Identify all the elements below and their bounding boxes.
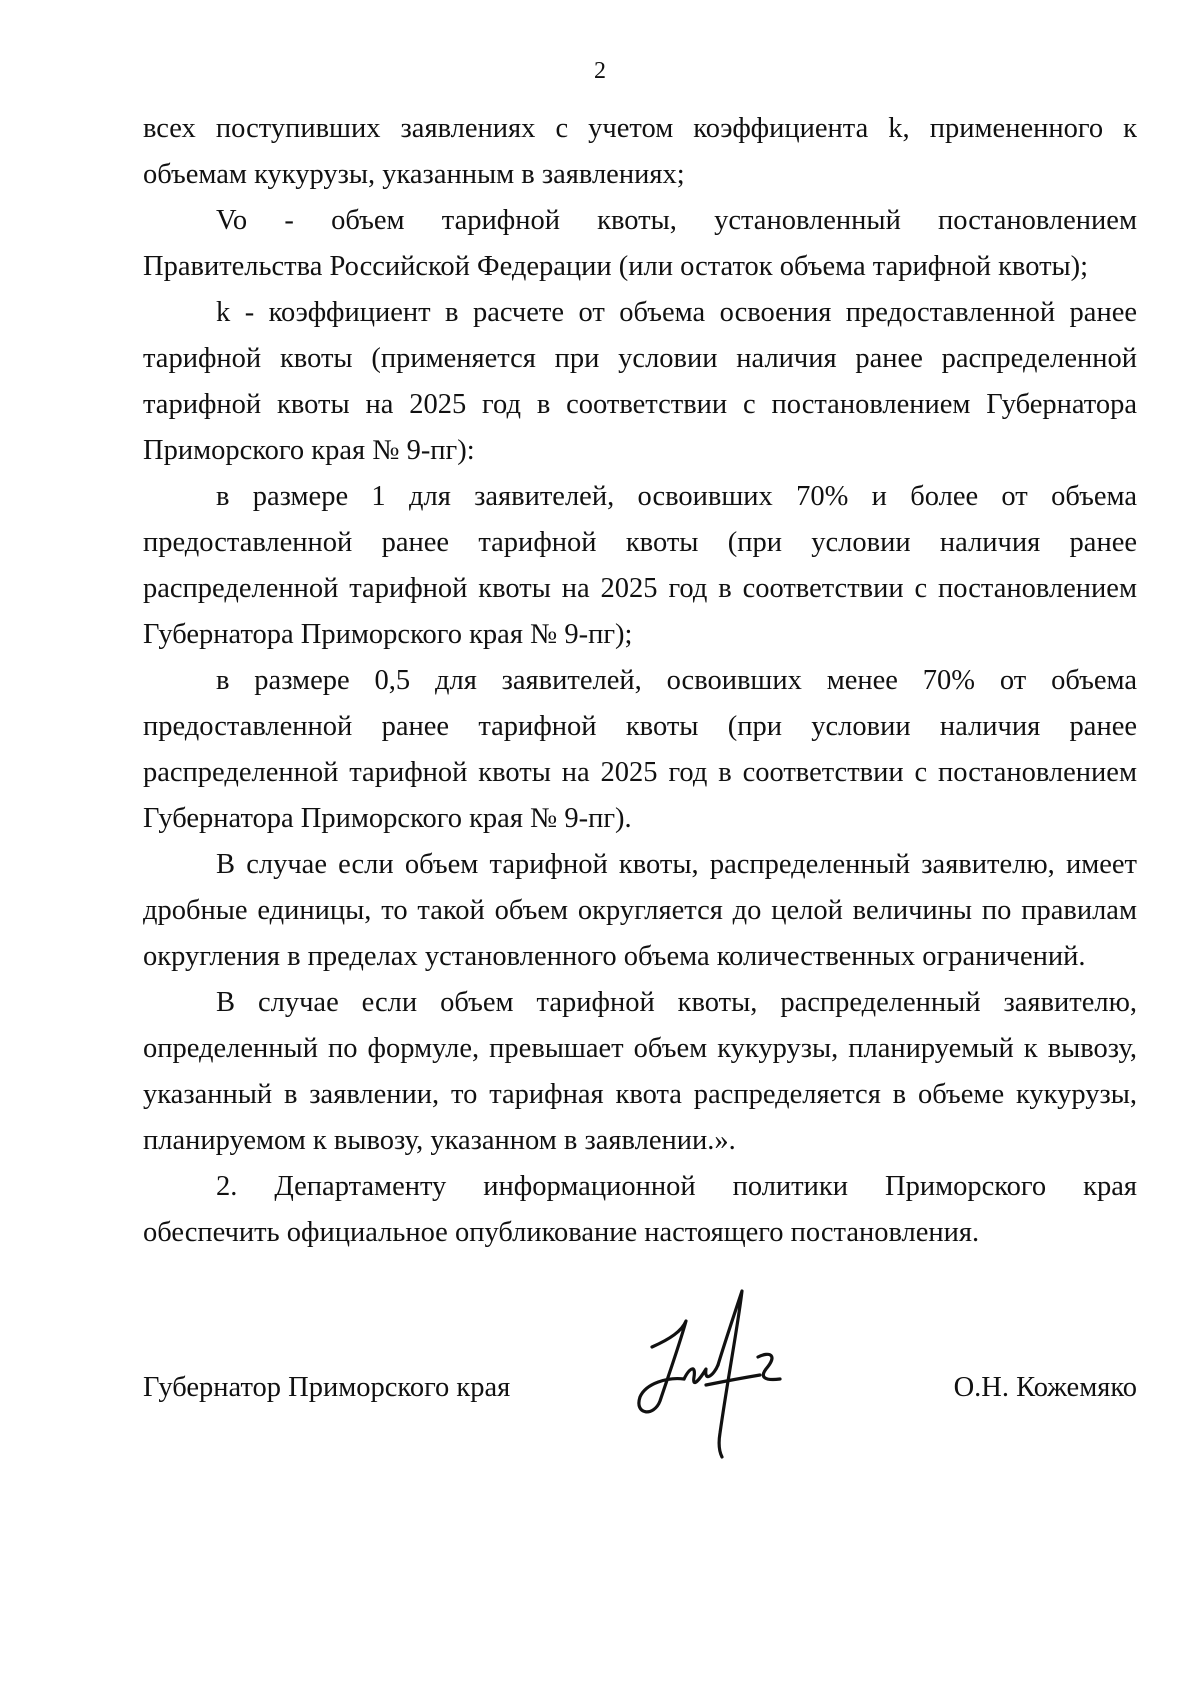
paragraph-k-value-1: в размере 1 для заявителей, освоивших 70% и более от объема предоставленной ранее тарифной квоты (при условии наличия ранее распределенной тарифной квоты на 2025 год в соответствии с постановлением Губернатора Приморского края № 9-пг); bbox=[143, 481, 1137, 650]
signatory-position: Губернатор Приморского края bbox=[143, 1372, 511, 1403]
signature-block bbox=[143, 1362, 1137, 1422]
paragraph-k-value-05: в размере 0,5 для заявителей, освоивших менее 70% от объема предоставленной ранее тарифной квоты (при условии наличия ранее распределенной тарифной квоты на 2025 год в соответствии с постановлением Губернатора Приморского края № 9-пг). bbox=[143, 665, 1137, 834]
signatory-name: О.Н. Кожемяко bbox=[953, 1372, 1137, 1403]
page-number: 2 bbox=[594, 58, 606, 84]
paragraph-k-definition: k - коэффициент в расчете от объема освоения предоставленной ранее тарифной квоты (применяется при условии наличия ранее распределенной тарифной квоты на 2025 год в соответствии с постановлением Губернатора Приморского края № 9-пг): bbox=[143, 297, 1137, 466]
document-body bbox=[143, 106, 1137, 1256]
paragraph-continuation: всех поступивших заявлениях с учетом коэффициента k, примененного к объемам кукурузы, указанным в заявлениях; bbox=[143, 113, 1137, 190]
paragraph-rounding-rule: В случае если объем тарифной квоты, распределенный заявителю, имеет дробные единицы, то такой объем округляется до целой величины по правилам округления в пределах установленного объема количественных ограничений. bbox=[143, 849, 1137, 972]
paragraph-item-2-continuation: обеспечить официальное опубликование настоящего постановления. bbox=[143, 1217, 980, 1248]
paragraph-vo-definition: Vo - объем тарифной квоты, установленный постановлением Правительства Российской Федерации (или остаток объема тарифной квоты); bbox=[143, 205, 1137, 282]
paragraph-item-2: 2. Департаменту информационной политики Приморского края bbox=[216, 1171, 1137, 1202]
paragraph-excess-rule: В случае если объем тарифной квоты, распределенный заявителю, определенный по формуле, превышает объем кукурузы, планируемый к вывозу, указанный в заявлении, то тарифная квота распределяется в объеме кукурузы, планируемом к вывозу, указанном в заявлении.». bbox=[143, 987, 1137, 1156]
